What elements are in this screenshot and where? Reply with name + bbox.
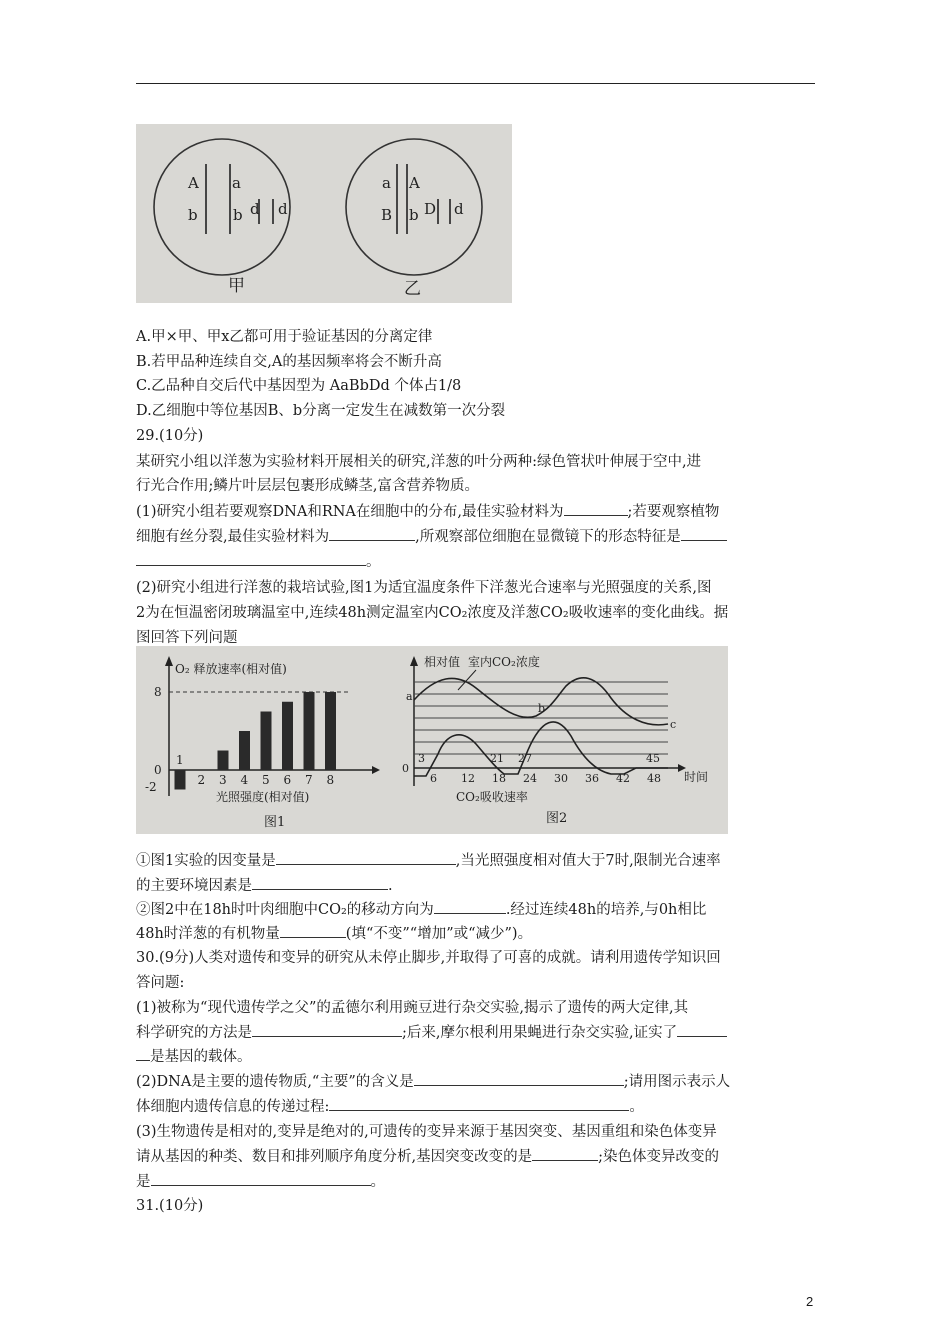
q29-part2-line2: 2为在恒温密闭玻璃温室中,连续48h测定温室内CO₂浓度及洋葱CO₂吸收速率的变化曲线。据: [136, 605, 729, 621]
gene-label: d: [250, 200, 260, 218]
q30-part3-line2: [136, 1145, 719, 1169]
q29-sub1-line1: [136, 849, 721, 873]
text: .: [388, 878, 393, 894]
gene-label: B: [381, 206, 393, 224]
top-label: 3: [418, 752, 425, 765]
bar-5: [261, 712, 272, 771]
answer-blank[interactable]: [677, 1021, 727, 1037]
xtick-label: 2: [197, 773, 206, 787]
gene-label: d: [278, 200, 288, 218]
top-label: 45: [646, 752, 660, 765]
q29-intro-2: 行光合作用;鳞片叶层层包裹形成鳞茎,富含营养物质。: [136, 478, 479, 494]
xtick-label: 4: [240, 773, 249, 787]
cells-figure: [136, 124, 512, 303]
q31-heading: 31.(10分): [136, 1198, 204, 1214]
top-label: 21: [490, 752, 504, 765]
ytick-label: 8: [154, 685, 162, 699]
q30-part2-line1: [136, 1070, 730, 1094]
gene-label: a: [232, 174, 241, 192]
text: 48h时洋葱的有机物量: [136, 926, 280, 942]
text: ;后来,摩尔根利用果蝇进行杂交实验,证实了: [402, 1025, 678, 1041]
figure2-series-co2-abs: CO₂吸收速率: [456, 790, 528, 804]
mark-a: a: [406, 690, 413, 703]
figure2-series-co2-conc: 室内CO₂浓度: [468, 655, 540, 669]
time-tick-label: 48: [647, 772, 661, 785]
gene-label: A: [188, 174, 199, 192]
origin-label: 0: [402, 762, 409, 775]
time-tick-label: 36: [585, 772, 599, 785]
answer-blank[interactable]: [252, 1021, 402, 1037]
q29-part2-line1: (2)研究小组进行洋葱的栽培试验,图1为适宜温度条件下洋葱光合速率与光照强度的关系,图: [136, 580, 712, 596]
q29-part1-line1: [136, 500, 719, 524]
page-number: 2: [806, 1294, 814, 1309]
q29-sub1-line2: [136, 874, 393, 898]
xtick-label: 3: [219, 773, 227, 787]
text: (填“不变”“增加”或“减少”)。: [345, 926, 533, 942]
answer-blank[interactable]: [136, 550, 366, 566]
q30-part3-line3: [136, 1170, 385, 1194]
text: (1)研究小组若要观察DNA和RNA在细胞中的分布,最佳实验材料为: [136, 504, 564, 520]
q29-heading: 29.(10分): [136, 428, 204, 444]
gene-label: a: [382, 174, 391, 192]
answer-blank[interactable]: [434, 898, 506, 914]
xtick-label: 1: [176, 753, 184, 767]
text: 是基因的载体。: [150, 1049, 252, 1065]
time-tick-label: 42: [616, 772, 630, 785]
q30-part2-line2: [136, 1095, 644, 1119]
answer-blank[interactable]: [329, 1095, 629, 1111]
gene-label: b: [188, 206, 198, 224]
figure1-caption: 图1: [264, 815, 286, 830]
header-rule: [136, 83, 815, 84]
bar-4: [239, 731, 250, 770]
answer-blank[interactable]: [414, 1070, 624, 1086]
time-tick-label: 30: [554, 772, 568, 785]
figure2-ylabel: 相对值: [424, 655, 461, 669]
option-c: C.乙品种自交后代中基因型为 AaBbDd 个体占1/8: [136, 378, 462, 394]
figure1-xlabel: 光照强度(相对值): [216, 790, 310, 804]
text: 细胞有丝分裂,最佳实验材料为: [136, 529, 330, 545]
q29-part1-line2: [136, 525, 727, 549]
text: .经过连续48h的培养,与0h相比: [505, 902, 707, 918]
bar-6: [282, 702, 293, 770]
q29-intro-1: 某研究小组以洋葱为实验材料开展相关的研究,洋葱的叶分两种:绿色管状叶伸展于空中,进: [136, 454, 702, 470]
gene-label: b: [409, 206, 419, 224]
q30-part1-line3: [136, 1045, 252, 1069]
top-label: 27: [518, 752, 532, 765]
q29-sub2-line1: [136, 898, 706, 922]
answer-blank[interactable]: [681, 525, 727, 541]
text: ②图2中在18h时叶肉细胞中CO₂的移动方向为: [136, 902, 434, 918]
mark-b: b: [538, 702, 546, 715]
time-tick-label: 12: [461, 772, 475, 785]
figure1-ylabel: O₂ 释放速率(相对值): [175, 662, 287, 676]
text: 体细胞内遗传信息的传递过程:: [136, 1099, 330, 1115]
q30-part1-line2: [136, 1021, 727, 1045]
q30-part3-line1: (3)生物遗传是相对的,变异是绝对的,可遗传的变异来源于基因突变、基因重组和染色体变异: [136, 1124, 717, 1140]
text: 科学研究的方法是: [136, 1025, 252, 1041]
time-tick-label: 24: [523, 772, 537, 785]
q29-part2-line3: 图回答下列问题: [136, 630, 238, 646]
q29-part1-line3: [136, 550, 381, 574]
cell-yi-label: 乙: [404, 279, 421, 299]
answer-blank[interactable]: [136, 1045, 150, 1061]
xtick-label: 6: [283, 773, 292, 787]
ytick-label: 0: [154, 763, 162, 777]
time-tick-label: 18: [492, 772, 506, 785]
text: 请从基因的种类、数目和排列顺序角度分析,基因突变改变的是: [136, 1149, 533, 1165]
gene-label: b: [233, 206, 243, 224]
option-a: A.甲×甲、甲x乙都可用于验证基因的分离定律: [136, 329, 433, 345]
gene-label: D: [424, 200, 437, 218]
option-d: D.乙细胞中等位基因B、b分离一定发生在减数第一次分裂: [136, 403, 506, 419]
answer-blank[interactable]: [276, 849, 456, 865]
answer-blank[interactable]: [329, 525, 415, 541]
text: ;染色体变异改变的: [598, 1149, 719, 1165]
bar-3: [218, 751, 229, 771]
gene-label: d: [454, 200, 464, 218]
q29-sub2-line2: [136, 922, 532, 946]
xtick-label: 8: [326, 773, 335, 787]
text: 。: [366, 554, 381, 570]
text: ;请用图示表示人: [623, 1074, 731, 1090]
text: 是: [136, 1174, 151, 1190]
answer-blank[interactable]: [151, 1170, 371, 1186]
answer-blank[interactable]: [532, 1145, 598, 1161]
ytick-label: -2: [145, 780, 157, 794]
cell-jia-label: 甲: [228, 276, 245, 296]
text: (2)DNA是主要的遗传物质,“主要”的含义是: [136, 1074, 414, 1090]
text: ,所观察部位细胞在显微镜下的形态特征是: [415, 529, 681, 545]
answer-blank[interactable]: [280, 922, 346, 938]
bar-8: [325, 692, 336, 770]
text: 的主要环境因素是: [136, 878, 252, 894]
gene-label: A: [409, 174, 420, 192]
bar-7: [304, 692, 315, 770]
xtick-label: 7: [305, 773, 313, 787]
q30-part1-line1: (1)被称为“现代遗传学之父”的孟德尔利用豌豆进行杂交实验,揭示了遗传的两大定律,其: [136, 1000, 689, 1016]
time-tick-label: 6: [430, 772, 437, 785]
option-b: B.若甲品种连续自交,A的基因频率将会不断升高: [136, 354, 442, 370]
text: 。: [629, 1099, 644, 1115]
figure1-chart: [136, 646, 728, 834]
figures-photo: [136, 646, 728, 834]
mark-c: c: [670, 718, 677, 731]
figure2-xlabel: 时间: [684, 770, 709, 784]
text: ,当光照强度相对值大于7时,限制光合速率: [455, 853, 721, 869]
answer-blank[interactable]: [564, 500, 628, 516]
text: ;若要观察植物: [627, 504, 720, 520]
q30-line1: 30.(9分)人类对遗传和变异的研究从未停止脚步,并取得了可喜的成就。请利用遗传学知识回: [136, 950, 721, 966]
bar-1: [175, 770, 186, 790]
xtick-label: 5: [262, 773, 270, 787]
text: 。: [370, 1174, 385, 1190]
answer-blank[interactable]: [252, 874, 388, 890]
text: ①图1实验的因变量是: [136, 853, 276, 869]
figure2-caption: 图2: [546, 811, 568, 826]
q30-line2: 答问题:: [136, 975, 185, 991]
